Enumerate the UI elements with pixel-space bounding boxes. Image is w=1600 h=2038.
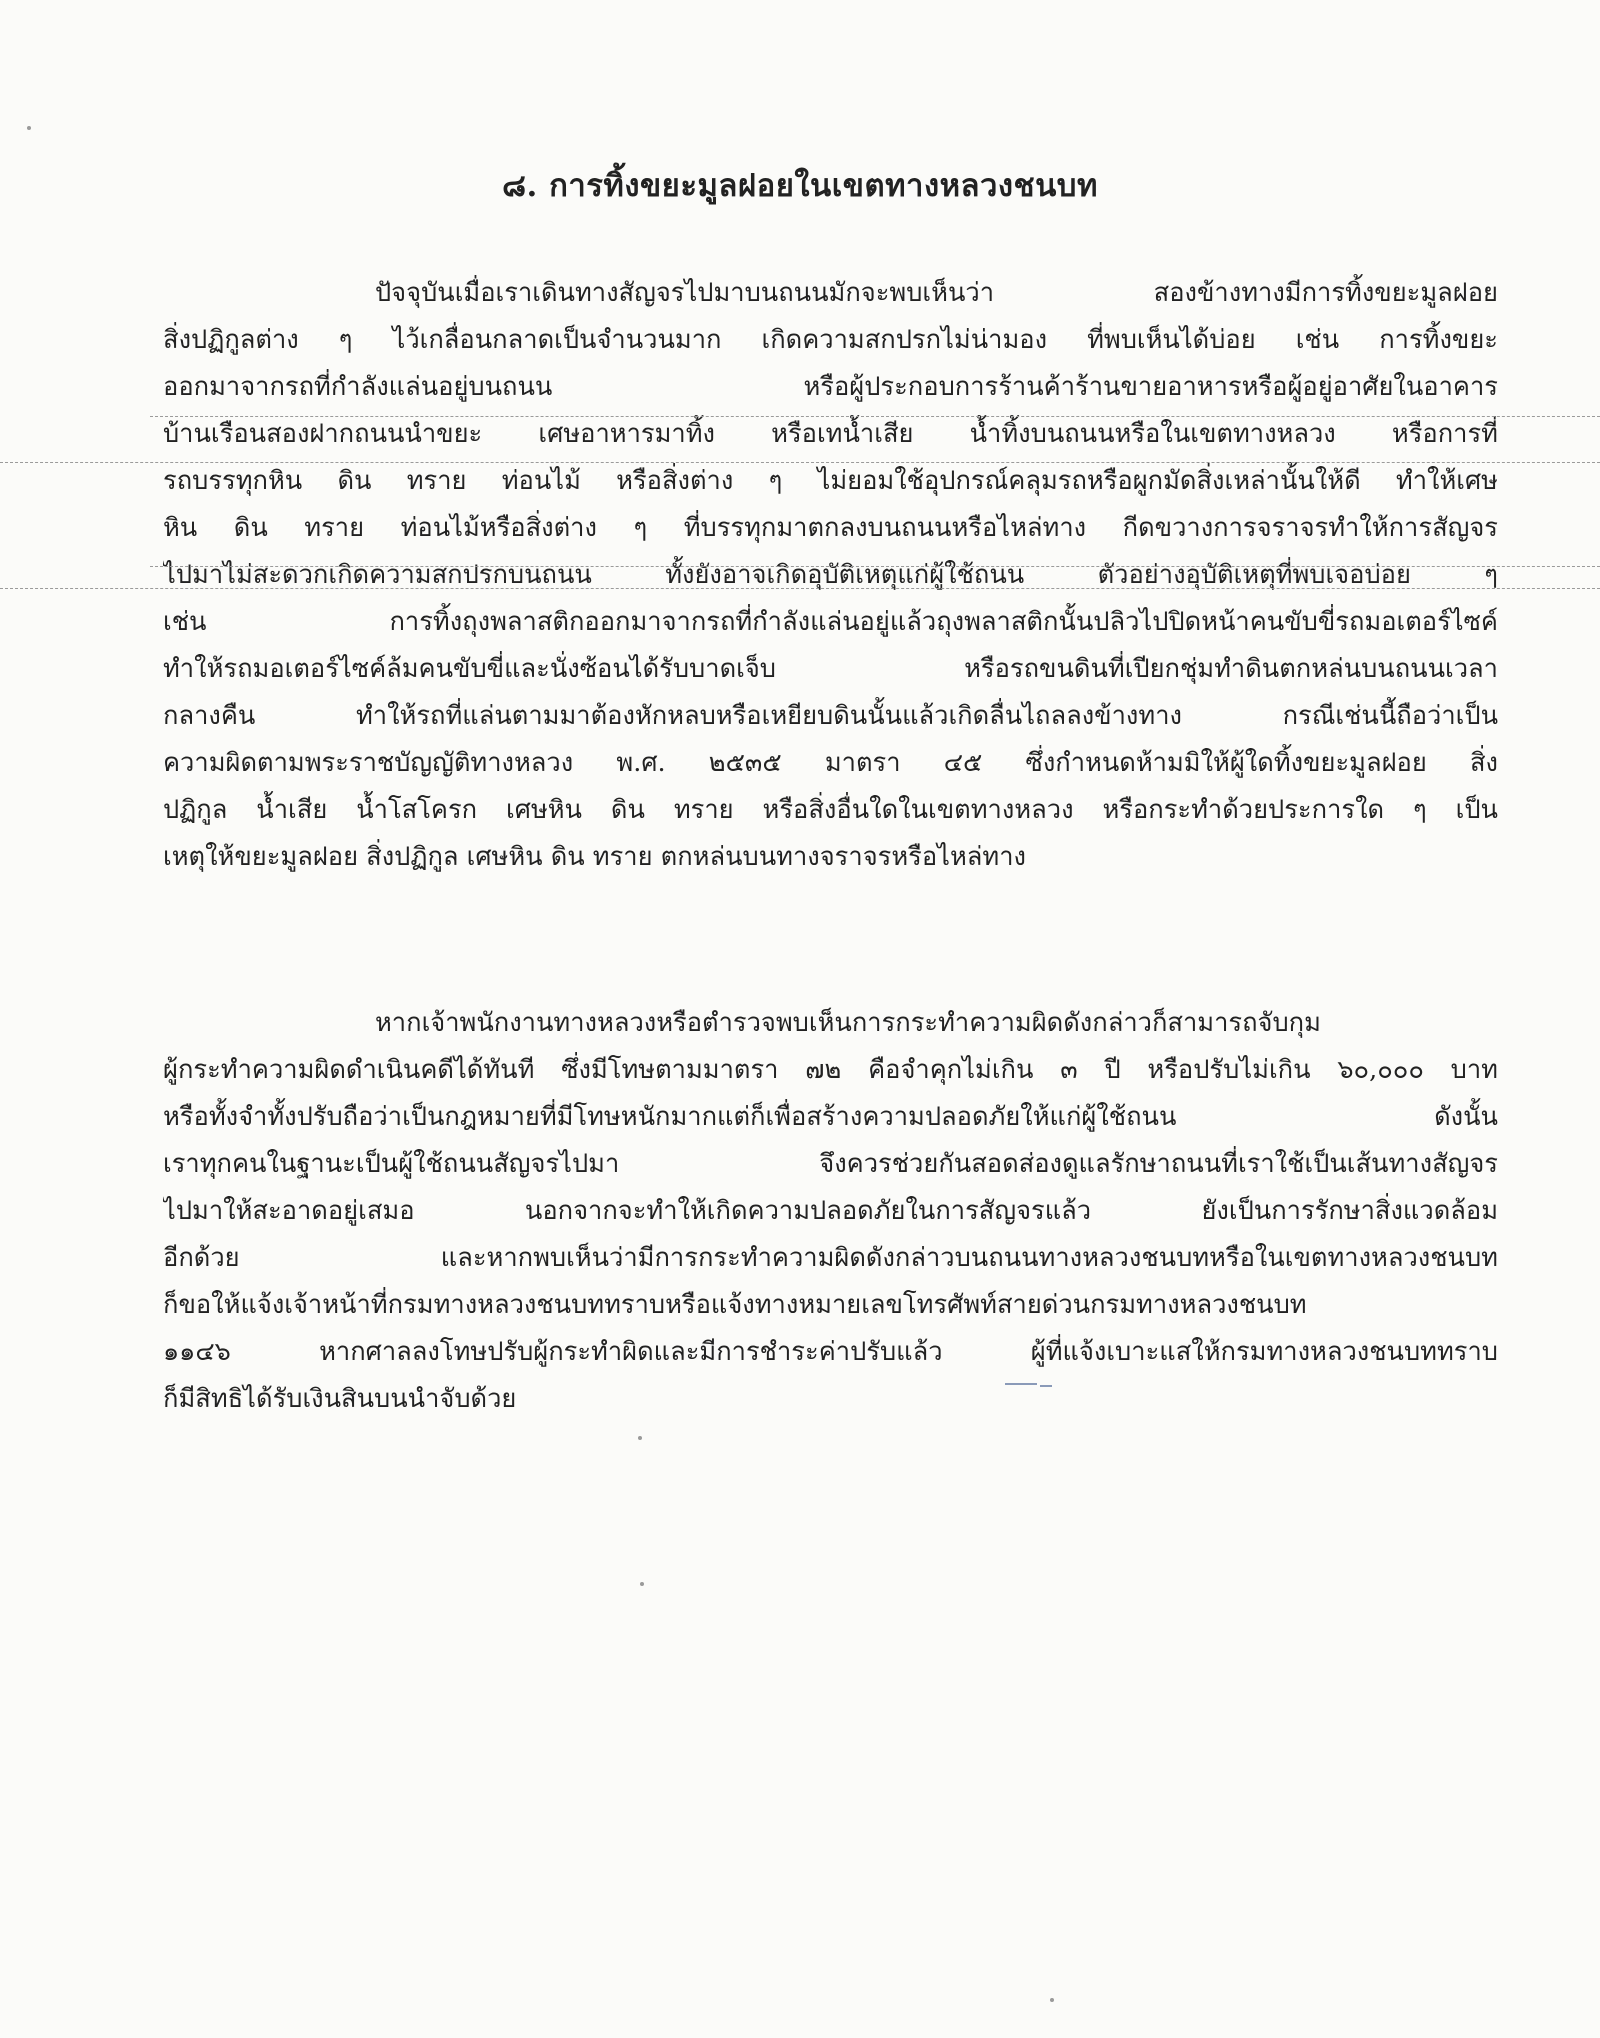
paragraph-line: ๑๑๔๖ หากศาลลงโทษปรับผู้กระทำผิดและมีการชำระค่าปรับแล้ว ผู้ที่แจ้งเบาะแสให้กรมทางหลวงชนบททราบ (163, 1337, 1498, 1367)
pen-mark (1040, 1385, 1052, 1387)
paragraph-line: สิ่งปฏิกูลต่าง ๆ ไว้เกลื่อนกลาดเป็นจำนวนมาก เกิดความสกปรกไม่น่ามอง ที่พบเห็นได้บ่อย เช่น การทิ้งขยะ (163, 325, 1498, 355)
paragraph-line: ก็ขอให้แจ้งเจ้าหน้าที่กรมทางหลวงชนบททราบหรือแจ้งทางหมายเลขโทรศัพท์สายด่วนกรมทางหลวงชนบท (163, 1290, 1307, 1320)
page-title: ๘. การทิ้งขยะมูลฝอยในเขตทางหลวงชนบท (502, 168, 1098, 204)
paragraph-line: เช่น การทิ้งถุงพลาสติกออกมาจากรถที่กำลังแล่นอยู่แล้วถุงพลาสติกนั้นปลิวไปปิดหน้าคนขับขี่รถมอเตอร์ไซค์ (163, 607, 1498, 637)
scan-speck (1050, 1998, 1054, 2002)
paragraph-1 (163, 270, 1498, 881)
paragraph-line: ก็มีสิทธิได้รับเงินสินบนนำจับด้วย (163, 1384, 517, 1414)
paragraph-line: ความผิดตามพระราชบัญญัติทางหลวง พ.ศ. ๒๕๓๕ มาตรา ๔๕ ซึ่งกำหนดห้ามมิให้ผู้ใดทิ้งขยะมูลฝอย สิ่ง (163, 748, 1498, 778)
paragraph-line: เหตุให้ขยะมูลฝอย สิ่งปฏิกูล เศษหิน ดิน ทราย ตกหล่นบนทางจราจรหรือไหล่ทาง (163, 842, 1026, 872)
paragraph-line: ผู้กระทำความผิดดำเนินคดีได้ทันที ซึ่งมีโทษตามมาตรา ๗๒ คือจำคุกไม่เกิน ๓ ปี หรือปรับไม่เกิน ๖๐,๐๐๐ บาท (163, 1055, 1498, 1085)
pen-mark (1005, 1383, 1037, 1385)
paragraph-line: รถบรรทุกหิน ดิน ทราย ท่อนไม้ หรือสิ่งต่าง ๆ ไม่ยอมใช้อุปกรณ์คลุมรถหรือผูกมัดสิ่งเหล่านั้นให้ดี ทำให้เศษ (163, 466, 1498, 496)
scan-line-artifact (150, 566, 1600, 567)
paragraph-line: ปัจจุบันเมื่อเราเดินทางสัญจรไปมาบนถนนมักจะพบเห็นว่า สองข้างทางมีการทิ้งขยะมูลฝอย (375, 278, 1498, 308)
paragraph-line: ไปมาไม่สะดวกเกิดความสกปรกบนถนน ทั้งยังอาจเกิดอุบัติเหตุแก่ผู้ใช้ถนน ตัวอย่างอุบัติเหตุที่พบเจอบ่อย ๆ (163, 560, 1498, 590)
paragraph-line: เราทุกคนในฐานะเป็นผู้ใช้ถนนสัญจรไปมา จึงควรช่วยกันสอดส่องดูแลรักษาถนนที่เราใช้เป็นเส้นทางสัญจร (163, 1149, 1498, 1179)
paragraph-2 (163, 1000, 1498, 1423)
scan-speck (638, 1436, 642, 1440)
scan-line-artifact (0, 462, 1600, 463)
paragraph-line: ปฏิกูล น้ำเสีย น้ำโสโครก เศษหิน ดิน ทราย หรือสิ่งอื่นใดในเขตทางหลวง หรือกระทำด้วยประการใด ๆ เป็น (163, 795, 1498, 825)
paragraph-line: อีกด้วย และหากพบเห็นว่ามีการกระทำความผิดดังกล่าวบนถนนทางหลวงชนบทหรือในเขตทางหลวงชนบท (163, 1243, 1498, 1273)
paragraph-line: หากเจ้าพนักงานทางหลวงหรือตำรวจพบเห็นการกระทำความผิดดังกล่าวก็สามารถจับกุม (375, 1008, 1321, 1038)
paragraph-line: หรือทั้งจำทั้งปรับถือว่าเป็นกฎหมายที่มีโทษหนักมากแต่ก็เพื่อสร้างความปลอดภัยให้แก่ผู้ใช้ถนน ดังนั้น (163, 1102, 1498, 1132)
paragraph-line: หิน ดิน ทราย ท่อนไม้หรือสิ่งต่าง ๆ ที่บรรทุกมาตกลงบนถนนหรือไหล่ทาง กีดขวางการจราจรทำให้การสัญจร (163, 513, 1498, 543)
scan-speck (640, 1582, 644, 1586)
paragraph-line: บ้านเรือนสองฝากถนนนำขยะ เศษอาหารมาทิ้ง หรือเทน้ำเสีย น้ำทิ้งบนถนนหรือในเขตทางหลวง หรือการที่ (163, 419, 1498, 449)
paragraph-line: ออกมาจากรถที่กำลังแล่นอยู่บนถนน หรือผู้ประกอบการร้านค้าร้านขายอาหารหรือผู้อยู่อาศัยในอาคาร (163, 372, 1498, 402)
paragraph-line: ทำให้รถมอเตอร์ไซค์ล้มคนขับขี่และนั่งซ้อนได้รับบาดเจ็บ หรือรถขนดินที่เปียกชุ่มทำดินตกหล่นบนถนนเวลา (163, 654, 1498, 684)
paragraph-line: ไปมาให้สะอาดอยู่เสมอ นอกจากจะทำให้เกิดความปลอดภัยในการสัญจรแล้ว ยังเป็นการรักษาสิ่งแวดล้อม (163, 1196, 1498, 1226)
paragraph-line: กลางคืน ทำให้รถที่แล่นตามมาต้องหักหลบหรือเหยียบดินนั้นแล้วเกิดลื่นไถลลงข้างทาง กรณีเช่นนี้ถือว่าเป็น (163, 701, 1498, 731)
scan-line-artifact (0, 588, 1600, 589)
scan-line-artifact (150, 416, 1600, 417)
scan-speck (27, 126, 31, 130)
